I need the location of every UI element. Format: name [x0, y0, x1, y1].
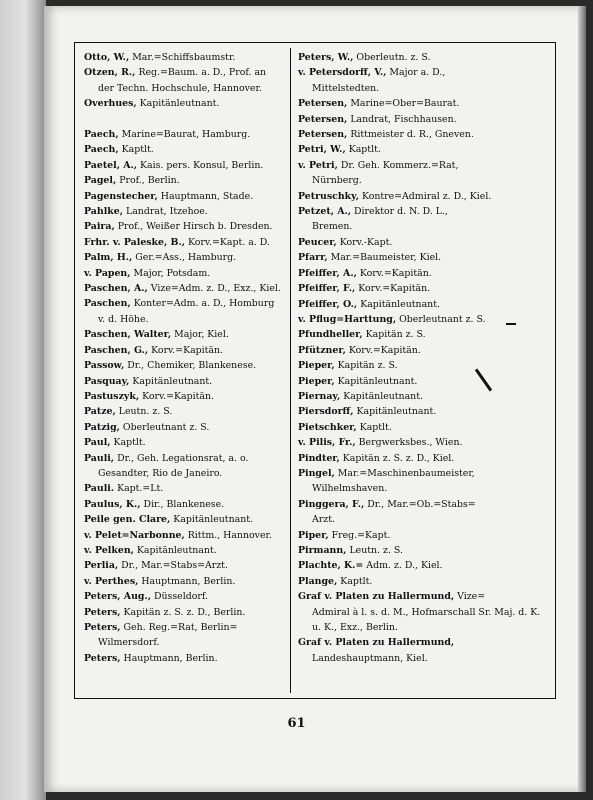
directory-entry: [298, 281, 548, 296]
entry-name: Pauli,: [84, 452, 115, 464]
entry-name: Pfarr,: [298, 252, 328, 264]
entry-details: Landrat, Fischhausen.: [350, 113, 457, 125]
entry-details: Kapitänleutnant.: [173, 514, 253, 526]
entry-continuation: Admiral à l. s. d. M., Hofmarschall Sr. Maj. d. K. u. K., Exz., Berlin.: [312, 606, 541, 634]
entry-name: v. Papen,: [84, 267, 131, 279]
entry-name: Pingel,: [298, 467, 335, 479]
directory-entry: [84, 127, 284, 142]
entry-details: Kaptlt.: [340, 575, 373, 587]
entry-name: Peucer,: [298, 236, 337, 248]
entry-details: Bergwerksbes., Wien.: [358, 437, 463, 449]
directory-entry: [298, 127, 548, 142]
entry-details: Dr., Mar.=Stabs=Arzt.: [121, 560, 228, 572]
entry-details: Kapitänleutnant.: [337, 375, 418, 387]
entry-name: Pauli.: [84, 483, 115, 495]
entry-details: Kapt.=Lt.: [117, 483, 164, 495]
right-column: [298, 50, 548, 666]
directory-entry: [298, 327, 548, 342]
directory-entry: [84, 266, 284, 281]
entry-continuation: Bremen.: [312, 221, 353, 233]
directory-entry: [84, 589, 284, 604]
entry-name: Peters, Aug.,: [84, 591, 151, 603]
entry-name: Paulus, K.,: [84, 498, 141, 510]
entry-name: v. Pilis, Fr.,: [298, 437, 356, 449]
entry-continuation: Landeshauptmann, Kiel.: [312, 652, 428, 664]
entry-name: v. Petri,: [298, 159, 338, 171]
entry-name: Pietschker,: [298, 421, 357, 433]
entry-details: Kapitänleutnant.: [360, 298, 440, 310]
directory-entry: [298, 466, 548, 497]
entry-name: Paul,: [84, 437, 111, 449]
entry-name: Paschen, Walter,: [84, 329, 172, 341]
entry-name: Pfeiffer, O.,: [298, 298, 358, 310]
entry-details: Major, Potsdam.: [133, 267, 211, 279]
directory-entry: [84, 327, 284, 342]
entry-details: Marine=Ober=Baurat.: [350, 98, 460, 110]
entry-continuation: Gesandter, Rio de Janeiro.: [98, 467, 223, 479]
entry-name: v. Pelken,: [84, 544, 134, 556]
entry-name: Graf v. Platen zu Hallermund,: [298, 591, 455, 603]
directory-entry: [84, 543, 284, 558]
entry-name: Patze,: [84, 406, 116, 418]
entry-name: Pastuszyk,: [84, 390, 140, 402]
directory-entry: [298, 420, 548, 435]
directory-entry: [298, 266, 548, 281]
directory-entry: [298, 204, 548, 235]
entry-name: Otzen, R.,: [84, 67, 136, 79]
directory-entry: [84, 173, 284, 188]
directory-entry: [84, 620, 284, 651]
directory-entry: [84, 343, 284, 358]
entry-details: Dr., Chemiker, Blankenese.: [127, 360, 257, 372]
directory-entry: [84, 497, 284, 512]
directory-entry: [298, 574, 548, 589]
entry-name: Peile gen. Clare,: [84, 514, 171, 526]
entry-details: Kaptlt.: [348, 144, 381, 156]
directory-entry: [298, 497, 548, 528]
directory-entry: [84, 435, 284, 450]
entry-details: Kapitänleutnant.: [136, 544, 217, 556]
entry-name: Peters, W.,: [298, 52, 354, 63]
entry-name: Pirmann,: [298, 545, 347, 556]
entry-details: Hauptmann, Stade.: [160, 190, 254, 202]
entry-name: Frhr. v. Paleske, B.,: [84, 236, 185, 248]
entry-details: Kapitän z. S. z. D., Berlin.: [123, 606, 246, 618]
directory-entry: [84, 389, 284, 404]
entry-name: Pahlke,: [84, 206, 123, 218]
entry-name: Paschen, A.,: [84, 283, 148, 295]
entry-name: Peters,: [84, 652, 121, 664]
column-divider: [290, 48, 291, 693]
directory-entry: [84, 189, 284, 204]
entry-details: Rittm., Hannover.: [187, 529, 272, 541]
entry-details: Kaptlt.: [359, 421, 392, 433]
entry-details: Korv.=Kapitän.: [358, 283, 431, 295]
entry-name: Pagenstecher,: [84, 190, 158, 202]
directory-entry: [84, 50, 284, 65]
directory-entry: [84, 481, 284, 496]
entry-details: Direktor d. N. D. L.,: [354, 206, 448, 218]
entry-name: Perlia,: [84, 560, 119, 572]
entry-details: Reg.=Baum. a. D., Prof. an: [138, 67, 267, 79]
directory-entry: [298, 158, 548, 189]
directory-entry: [84, 420, 284, 435]
entry-details: Kapitänleutnant.: [356, 406, 437, 418]
entry-name: v. Petersdorff, V.,: [298, 67, 387, 79]
entry-continuation: der Techn. Hochschule, Hannover.: [98, 82, 262, 94]
entry-details: Korv.-Kapt.: [339, 236, 393, 248]
directory-entry: [298, 404, 548, 419]
entry-details: Oberleutnant z. S.: [122, 421, 210, 433]
entry-details: Kontre=Admiral z. D., Kiel.: [361, 190, 492, 202]
entry-details: Kapitänleutnant.: [132, 375, 213, 387]
directory-entry: [84, 451, 284, 482]
entry-details: Rittmeister d. R., Gneven.: [350, 129, 474, 141]
directory-entry: [84, 651, 284, 666]
directory-entry: [298, 343, 548, 358]
entry-details: Ger.=Ass., Hamburg.: [135, 252, 237, 264]
directory-entry: [84, 512, 284, 527]
entry-name: Paech,: [84, 129, 119, 141]
entry-details: Vize=Adm. z. D., Exz., Kiel.: [150, 283, 281, 295]
entry-continuation: Nürnberg.: [312, 175, 362, 187]
directory-entry: [298, 96, 548, 111]
entry-details: Kapitän z. S.: [337, 360, 398, 372]
directory-entry: [298, 112, 548, 127]
entry-details: Kapitänleutnant.: [343, 390, 423, 402]
directory-entry: [84, 250, 284, 265]
left-column: [84, 50, 284, 666]
entry-details: Kais. pers. Konsul, Berlin.: [140, 159, 264, 171]
entry-details: Mar.=Maschinenbaumeister,: [337, 467, 475, 479]
entry-name: Paschen, G.,: [84, 344, 149, 356]
entry-name: v. Pflug=Harttung,: [298, 313, 397, 325]
directory-entry: [298, 65, 548, 96]
entry-name: Petersen,: [298, 129, 348, 141]
directory-entry: [298, 635, 548, 666]
entry-details: Kapitän z. S.: [365, 329, 426, 341]
entry-details: Konter=Adm. a. D., Homburg: [133, 298, 275, 310]
entry-name: Pfundheller,: [298, 329, 363, 341]
entry-details: Prof., Berlin.: [119, 175, 180, 187]
directory-entry: [298, 358, 548, 373]
directory-entry: [298, 250, 548, 265]
entry-details: Geh. Reg.=Rat, Berlin=: [123, 622, 238, 634]
entry-name: Palm, H.,: [84, 252, 133, 264]
directory-entry: [298, 142, 548, 157]
directory-entry: [298, 451, 548, 466]
entry-details: Major a. D.,: [389, 67, 446, 79]
entry-name: Piersdorff,: [298, 406, 354, 418]
directory-entry: [298, 558, 548, 573]
directory-entry: [84, 374, 284, 389]
entry-details: Leutn. z. S.: [118, 406, 173, 418]
entry-name: Petruschky,: [298, 190, 359, 202]
directory-entry: [298, 435, 548, 450]
directory-entry: [298, 50, 548, 65]
entry-details: Düsseldorf.: [153, 591, 208, 603]
entry-name: Piper,: [298, 529, 329, 541]
margin-tick-mark: [506, 323, 516, 325]
entry-details: Freg.=Kapt.: [331, 529, 391, 541]
entry-details: Mar.=Baumeister, Kiel.: [330, 252, 442, 264]
entry-details: Prof., Weißer Hirsch b. Dresden.: [117, 221, 273, 233]
entry-name: Plange,: [298, 575, 338, 587]
entry-name: Overhues,: [84, 98, 137, 110]
entry-details: Dr. Geh. Kommerz.=Rat,: [340, 159, 459, 171]
entry-name: Pfeiffer, F.,: [298, 283, 356, 295]
entry-details: Kapitänleutnant.: [139, 98, 220, 110]
entry-name: Peters,: [84, 606, 121, 618]
directory-entry: [84, 235, 284, 250]
section-gap: [84, 112, 284, 127]
entry-details: Oberleutnant z. S.: [399, 313, 486, 325]
directory-entry: [84, 96, 284, 111]
directory-entry: [84, 605, 284, 620]
right-page-edge: [578, 6, 586, 792]
entry-continuation: Arzt.: [312, 514, 335, 526]
entry-details: Kapitän z. S. z. D., Kiel.: [342, 452, 455, 464]
entry-continuation: Mittelstedten.: [312, 82, 380, 94]
entry-name: Piernay,: [298, 390, 341, 402]
entry-name: Paira,: [84, 221, 115, 233]
entry-name: Pfützner,: [298, 344, 346, 356]
entry-details: Korv.=Kapitän.: [359, 267, 432, 279]
entry-details: Kaptlt.: [121, 144, 154, 156]
entry-details: Major, Kiel.: [174, 329, 229, 341]
entry-details: Adm. z. D., Kiel.: [366, 560, 443, 572]
left-page-edge: [0, 0, 46, 800]
directory-entry: [84, 558, 284, 573]
entry-continuation: Wilhelmshaven.: [312, 483, 388, 495]
entry-details: Dir., Blankenese.: [143, 498, 225, 510]
entry-name: Pinggera, F.,: [298, 498, 365, 510]
directory-entry: [84, 528, 284, 543]
entry-details: Dr., Geh. Legationsrat, a. o.: [117, 452, 249, 464]
entry-continuation: v. d. Höhe.: [98, 313, 149, 325]
directory-entry: [298, 189, 548, 204]
entry-details: Mar.=Schiffsbaumstr.: [132, 52, 236, 63]
entry-name: Pagel,: [84, 175, 117, 187]
entry-name: Petzet, A.,: [298, 206, 352, 218]
directory-entry: [84, 65, 284, 96]
directory-entry: [298, 374, 548, 389]
entry-name: Petersen,: [298, 98, 348, 110]
entry-details: Oberleutn. z. S.: [356, 52, 431, 63]
entry-name: Paetel, A.,: [84, 159, 138, 171]
directory-entry: [298, 389, 548, 404]
entry-name: Passow,: [84, 360, 125, 372]
entry-continuation: Wilmersdorf.: [98, 637, 160, 649]
entry-name: Pasquay,: [84, 375, 130, 387]
entry-name: Graf v. Platen zu Hallermund,: [298, 637, 455, 649]
entry-name: Pindter,: [298, 452, 340, 464]
entry-name: Patzig,: [84, 421, 120, 433]
entry-name: v. Perthes,: [84, 575, 139, 587]
entry-details: Kaptlt.: [113, 437, 146, 449]
entry-name: Otto, W.,: [84, 52, 130, 63]
directory-entry: [84, 204, 284, 219]
entry-name: Peters,: [84, 622, 121, 634]
directory-entry: [84, 142, 284, 157]
directory-entry: [84, 219, 284, 234]
entry-name: Petri, W.,: [298, 144, 346, 156]
entry-details: Landrat, Itzehoe.: [125, 206, 208, 218]
entry-details: Korv.=Kapitän.: [348, 344, 421, 356]
entry-details: Korv.=Kapitän.: [142, 390, 214, 402]
entry-details: Hauptmann, Berlin.: [141, 575, 236, 587]
entry-details: Hauptmann, Berlin.: [123, 652, 218, 664]
directory-entry: [84, 574, 284, 589]
entry-name: Pfeiffer, A.,: [298, 267, 357, 279]
directory-entry: [84, 281, 284, 296]
entry-name: Petersen,: [298, 113, 348, 125]
directory-entry: [298, 528, 548, 543]
entry-details: Marine=Baurat, Hamburg.: [121, 129, 251, 141]
entry-details: Vize=: [457, 591, 486, 603]
directory-entry: [298, 235, 548, 250]
entry-name: Paech,: [84, 144, 119, 156]
entry-details: Korv.=Kapitän.: [151, 344, 224, 356]
entry-name: Paschen,: [84, 298, 131, 310]
page-number: 61: [287, 716, 306, 731]
directory-entry: [84, 158, 284, 173]
entry-name: v. Pelet=Narbonne,: [84, 529, 185, 541]
directory-entry: [298, 589, 548, 635]
entry-name: Pieper,: [298, 360, 335, 372]
directory-entry: [298, 543, 548, 558]
directory-entry: [298, 297, 548, 312]
entry-details: Korv.=Kapt. a. D.: [187, 236, 270, 248]
entry-details: Dr., Mar.=Ob.=Stabs=: [367, 498, 476, 510]
entry-name: Plachte, K.=: [298, 560, 364, 572]
directory-entry: [298, 312, 548, 327]
directory-entry: [84, 296, 284, 327]
directory-entry: [84, 404, 284, 419]
entry-name: Pieper,: [298, 375, 335, 387]
entry-details: Leutn. z. S.: [349, 545, 403, 556]
directory-entry: [84, 358, 284, 373]
